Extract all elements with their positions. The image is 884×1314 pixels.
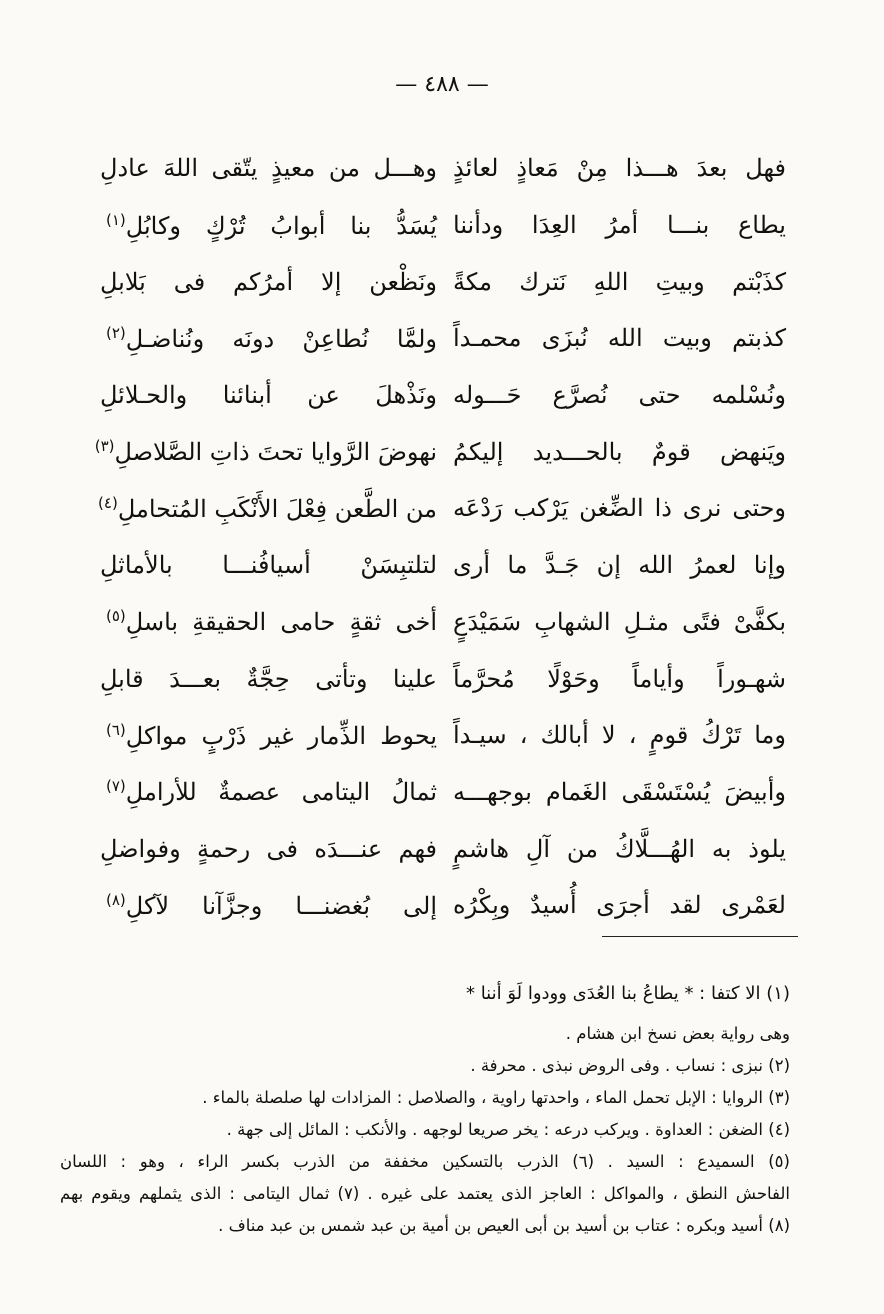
footnotes [60,978,790,1242]
verse-second-hemistich [100,607,445,636]
verse-row [100,764,790,821]
verse-first-hemistich: وإنا لعمرُ الله إن جَـدَّ ما أرى [453,551,786,580]
verse-second-hemistich [100,268,445,296]
verse-row [100,310,790,367]
footnote-line: وهى رواية بعض نسخ ابن هشام . [565,1024,790,1043]
verse-first-hemistich: لعَمْرى لقد أجرَى أُسيدٌ وبِكْرُه [453,891,786,920]
footnote-line: (٨) أسيد وبكره : عتاب بن أسيد بن أبى العيص بن أمية بن عبد شمس بن عبد مناف . [218,1216,790,1235]
verse-second-text: لتلتبِسَنْ أسيافُنـــا بالأماثلِ [100,551,437,580]
verse-second-text: نهوضَ الرَّوايا تحتَ ذاتِ الصَّلاصلِ [114,438,437,467]
page-number: — ٤٨٨ — [395,72,489,97]
verse-first-hemistich: بكفَّىْ فتًى مثـلِ الشهابِ سَمَيْدَعٍ [453,607,786,636]
verse-second-hemistich [100,154,445,182]
verse-second-text: ولمَّا نُطاعِنْ دونَه ونُناضـلِ [125,324,437,353]
verse-first-hemistich: وأبيضَ يُسْتَسْقَى الغَمام بوجهـــه [453,777,786,806]
footnote-line: (٤) الضغن : العداوة . ويركب درعه : يخر صريعا لوجهه . والأنكب : المائل إلى جهة . [226,1120,790,1139]
verse-second-hemistich [100,721,445,750]
verse-first-hemistich: ويَنهض قومٌ بالحـــديد إليكمُ [453,437,786,466]
verse-second-text: فهم عنـــدَه فى رحمةٍ وفواضلِ [100,834,437,863]
footnote-line: (٥) السميدع : السيد . (٦) الذرب بالتسكين مخففة من الذرب بكسر الراء ، وهو : اللسان [60,1152,790,1171]
footnote-line: الفاحش النطق ، والمواكل : العاجز الذى يعتمد على غيره . (٧) ثمال اليتامى : الذى يثملهم ويقوم بهم [60,1184,791,1203]
verse-first-hemistich: يطاع بنـــا أمرُ العِدَا ودأننا [453,211,786,240]
verse-second-text: أخى ثقةٍ حامى الحقيقةِ باسلِ [125,608,437,637]
verse-row [100,877,790,934]
verse-second-hemistich [100,891,445,920]
verse-second-text: من الطَّعن فِعْلَ الأَنْكَبِ المُتحاملِ [117,494,437,523]
footnote-reference: (٦) [106,720,126,739]
verse-second-hemistich [100,211,445,240]
verse-second-text: ونَظْعن إلا أمرُكم فى بَلابلِ [100,267,437,296]
verse-row [100,197,790,254]
verse-second-text: يُسَدُّ بنا أبوابُ تُرْكٍ وكابُلِ [125,211,437,240]
footnote-separator [602,936,798,937]
verse-second-text: علينا وتأتى حِجَّةٌ بعـــدَ قابلِ [100,664,437,693]
verse-first-hemistich: وحتى نرى ذا الضِّغن يَرْكب رَدْعَه [453,494,786,523]
verse-row [94,423,790,480]
verse-row [100,707,790,764]
footnote-reference: (٣) [94,437,115,456]
verse-second-hemistich [100,324,445,353]
verse-second-text: إلى بُغضنـــا وجزَّآنا لآكلِ [125,891,437,920]
verse-second-text: وهـــل من معيذٍ يتّقى اللهَ عادلِ [100,154,437,183]
verse-second-hemistich [100,381,445,409]
footnote-reference: (٨) [106,890,126,909]
footnote-reference: (١) [106,210,126,229]
verse-second-hemistich [100,551,445,579]
verse-second-text: ثمالُ اليتامى عصمةٌ للأراملِ [125,778,437,807]
footnote-reference: (٧) [106,777,126,796]
verse-second-hemistich [94,437,445,467]
footnote-reference: (٢) [106,323,126,342]
verse-row [100,480,790,537]
poem-verses [94,140,790,934]
verse-second-text: ونَذْهلَ عن أبنائنا والحـلائلِ [100,381,437,410]
verse-row [100,253,790,310]
verse-row [100,820,790,877]
verse-first-hemistich: شهـوراً وأياماً وحَوْلًا مُحرَّماً [453,664,786,693]
footnote-line: (٢) نبزى : نساب . وفى الروض نبذى . محرفة . [470,1056,790,1075]
verse-second-hemistich [100,665,445,693]
verse-first-hemistich: وما تَرْكُ قومٍ ، لا أبالك ، سيـداً [453,721,786,750]
verse-row [100,650,790,707]
verse-second-hemistich [100,777,445,806]
verse-second-hemistich [100,835,445,863]
verse-first-hemistich: كذَبْتم وبيتِ اللهِ نَترك مكةً [453,267,786,296]
verse-first-hemistich: فهل بعدَ هـــذا مِنْ مَعاذٍ لعائذٍ [453,154,786,183]
footnote-line: (١) الا كتفا : * يطاعُ بنا العُدَى وودوا لَوَ أننا * [465,983,790,1004]
verse-row [100,537,790,594]
verse-row [100,367,790,424]
verse-row [100,140,790,197]
footnote-reference: (٤) [98,493,118,512]
verse-second-hemistich [100,494,445,523]
footnote-reference: (٥) [106,607,126,626]
verse-first-hemistich: كذبتم وبيت الله نُبزَى محمـداً [453,324,786,353]
verse-first-hemistich: يلوذ به الهُـــلَّاكُ من آلِ هاشمٍ [453,834,786,863]
verse-first-hemistich: ونُسْلمه حتى نُصرَّع حَـــوله [453,381,786,410]
verse-second-text: يحوط الذِّمار غير ذَرْبٍ مواكلِ [125,721,437,750]
verse-row [100,594,790,651]
footnote-line: (٣) الروايا : الإبل تحمل الماء ، واحدتها راوية ، والصلاصل : المزادات لها صلصلة بالماء . [202,1088,790,1107]
